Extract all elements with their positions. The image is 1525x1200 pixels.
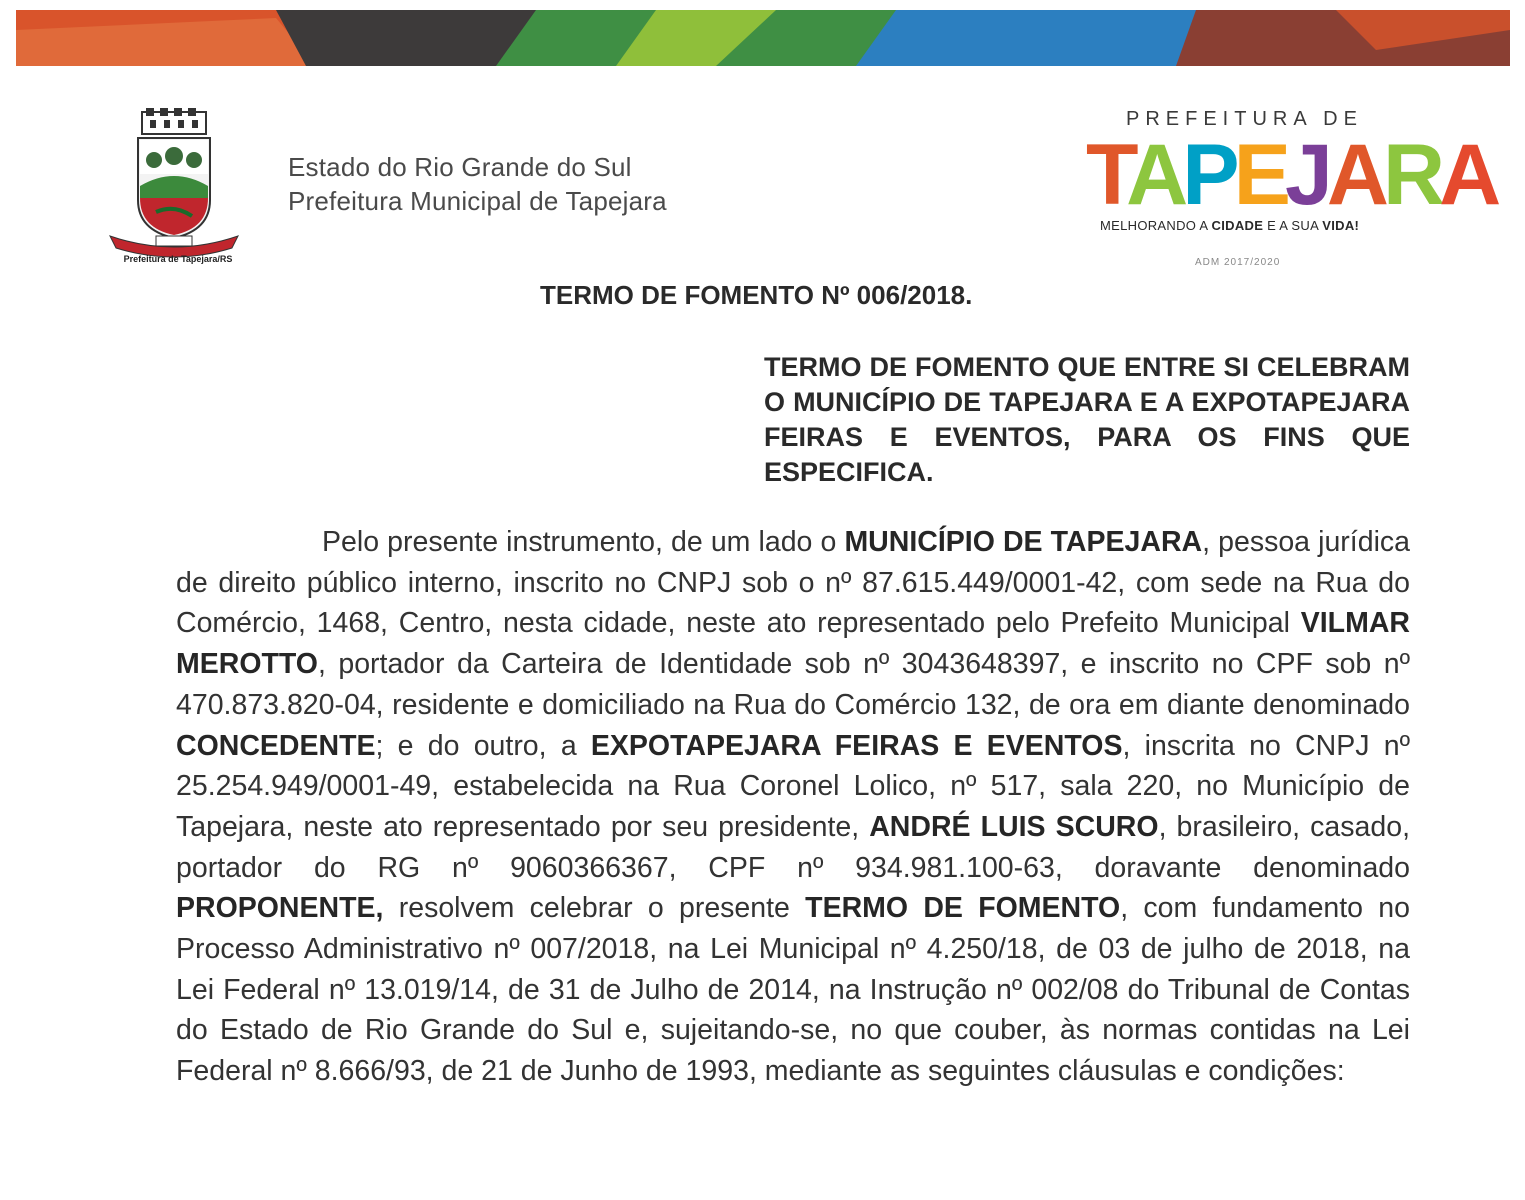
body-bold: PROPONENTE, bbox=[176, 892, 384, 925]
body-text: resolvem celebrar o presente bbox=[383, 892, 806, 925]
body-bold: EXPOTAPEJARA FEIRAS E EVENTOS bbox=[590, 729, 1123, 762]
document-summary: TERMO DE FOMENTO QUE ENTRE SI CELEBRAM O MUNICÍPIO DE TAPEJARA E A EXPOTAPEJARA FEIRAS E EVENTOS, PARA OS FINS QUE ESPECIFICA. bbox=[764, 352, 1410, 487]
slogan-part: E A SUA bbox=[1263, 218, 1323, 233]
body-text: Pelo presente instrumento, de um lado o bbox=[322, 526, 845, 558]
slogan-part-bold: CIDADE bbox=[1211, 218, 1264, 233]
body-text: , brasileiro, casado, portador do RG nº 9060366367, CPF nº 934.981.100-63, doravante denominado bbox=[176, 810, 1410, 884]
slogan-part-bold: VIDA! bbox=[1322, 218, 1360, 233]
body-bold: MUNICÍPIO DE TAPEJARA bbox=[844, 526, 1203, 558]
administration-period: ADM 2017/2020 bbox=[1195, 257, 1281, 268]
body-bold: VILMAR MEROTTO bbox=[176, 607, 1410, 681]
coat-of-arms-emblem bbox=[104, 108, 244, 268]
header-banner bbox=[16, 10, 1510, 66]
body-bold: ANDRÉ LUIS SCURO bbox=[869, 810, 1159, 843]
body-bold: CONCEDENTE bbox=[176, 729, 376, 762]
body-bold: TERMO DE FOMENTO bbox=[805, 892, 1121, 925]
tapejara-logo bbox=[1086, 127, 1496, 223]
body-text: , com fundamento no Processo Administrativo nº 007/2018, na Lei Municipal nº 4.250/18, de 03 de julho de 2018, na Lei Federal nº 13.019/14, de 31 de Julho de 2014, na Instrução nº 002/08 do Tribunal de Contas do Estado de Rio Grande do Sul e, sujeitando-se, no que couber, às normas contidas na Lei Federal nº 8.666/93, de 21 de Junho de 1993, mediante as seguintes cláusulas e condições: bbox=[176, 892, 1411, 1088]
brand-top-label: PREFEITURA DE bbox=[1126, 108, 1363, 130]
state-name: Estado do Rio Grande do Sul bbox=[288, 152, 632, 182]
document-title: TERMO DE FOMENTO Nº 006/2018. bbox=[540, 280, 973, 310]
body-text: , pessoa jurídica de direito público interno, inscrito no CNPJ sob o nº 87.615.449/0001-42, com sede na Rua do Comércio, 1468, Centro, nesta cidade, neste ato representado pelo Prefeito Municipal bbox=[176, 526, 1410, 640]
body-text: , portador da Carteira de Identidade sob nº 3043648397, e inscrito no CPF sob nº 470.873.820-04, residente e domiciliado na Rua do Comércio 132, de ora em diante denominado bbox=[176, 648, 1410, 721]
document-body bbox=[176, 522, 1410, 1092]
svg-text:TAPEJARA: TAPEJARA bbox=[1086, 127, 1496, 223]
body-text: ; e do outro, a bbox=[375, 729, 591, 762]
institution-header bbox=[288, 150, 667, 218]
coat-of-arms-caption: Prefeitura de Tapejara/RS bbox=[123, 254, 233, 264]
slogan-part: MELHORANDO A bbox=[1100, 218, 1212, 233]
brand-slogan bbox=[1100, 218, 1359, 233]
prefecture-name: Prefeitura Municipal de Tapejara bbox=[288, 186, 667, 216]
body-text: , inscrita no CNPJ nº 25.254.949/0001-49, estabelecida na Rua Coronel Lolico, nº 517, sala 220, no Município de Tapejara, neste ato representado por seu presidente, bbox=[176, 729, 1410, 843]
